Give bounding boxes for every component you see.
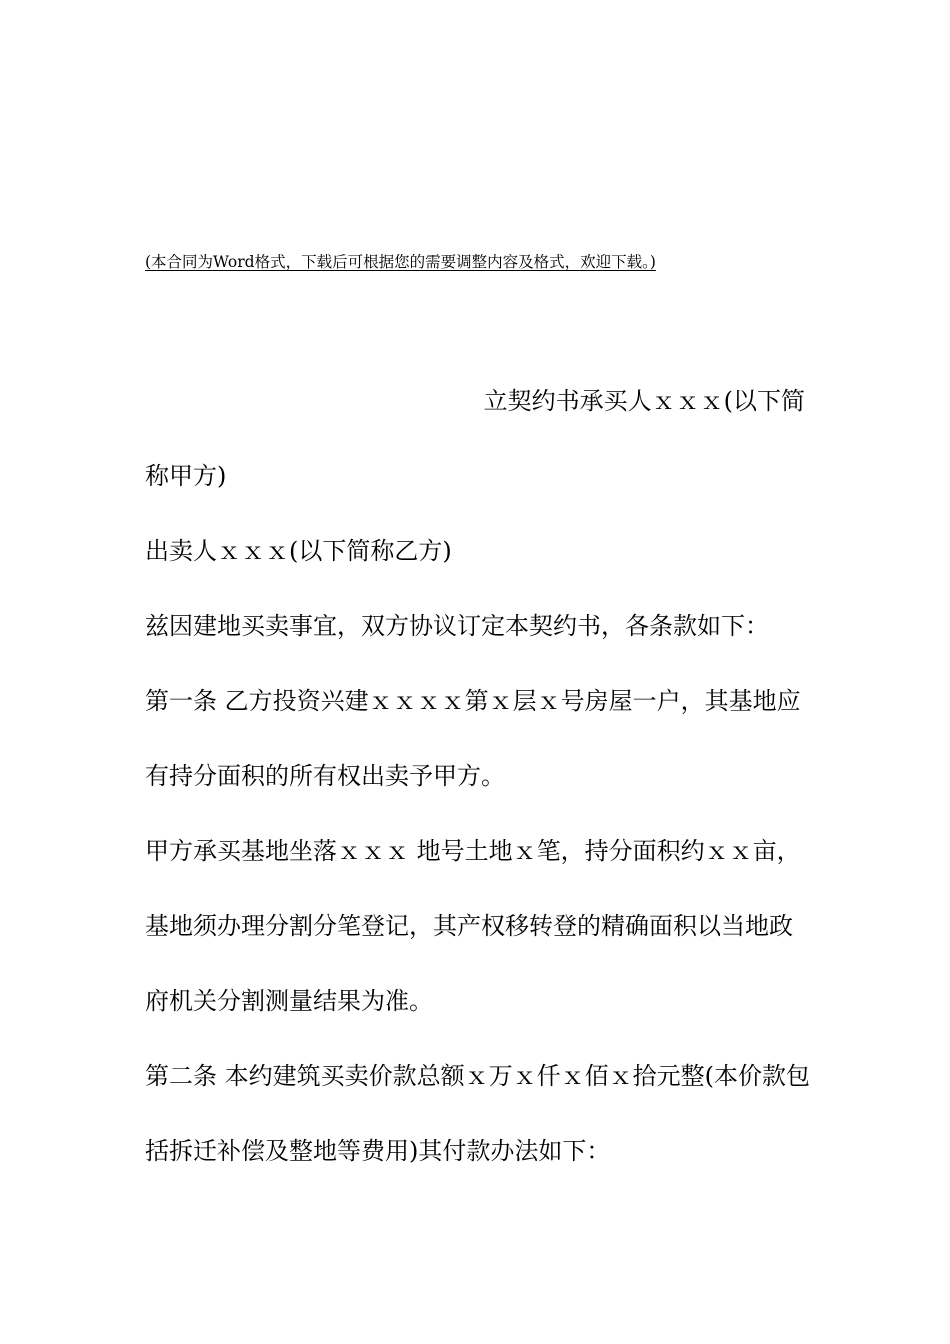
contract-line-9: 府机关分割测量结果为准。 <box>145 987 433 1015</box>
contract-line-7: 甲方承买基地坐落ｘｘｘ 地号土地ｘ笔，持分面积约ｘｘ亩， <box>145 837 801 865</box>
contract-line-5: 第一条 乙方投资兴建ｘｘｘｘ第ｘ层ｘ号房屋一户，其基地应 <box>145 687 801 715</box>
contract-line-4: 兹因建地买卖事宜，双方协议订定本契约书，各条款如下： <box>145 612 769 640</box>
contract-line-6: 有持分面积的所有权出卖予甲方。 <box>145 762 505 790</box>
contract-line-11: 括拆迁补偿及整地等费用)其付款办法如下： <box>145 1137 611 1165</box>
download-notice: (本合同为Word格式，下载后可根据您的需要调整内容及格式，欢迎下载。) <box>145 253 656 271</box>
contract-line-3: 出卖人ｘｘｘ(以下简称乙方) <box>145 537 452 565</box>
contract-line-1: 立契约书承买人ｘｘｘ(以下简 <box>483 387 805 415</box>
contract-line-8: 基地须办理分割分笔登记，其产权移转登的精确面积以当地政 <box>145 912 793 940</box>
contract-line-2: 称甲方) <box>145 462 227 490</box>
contract-line-10: 第二条 本约建筑买卖价款总额ｘ万ｘ仟ｘ佰ｘ拾元整(本价款包 <box>145 1062 810 1090</box>
